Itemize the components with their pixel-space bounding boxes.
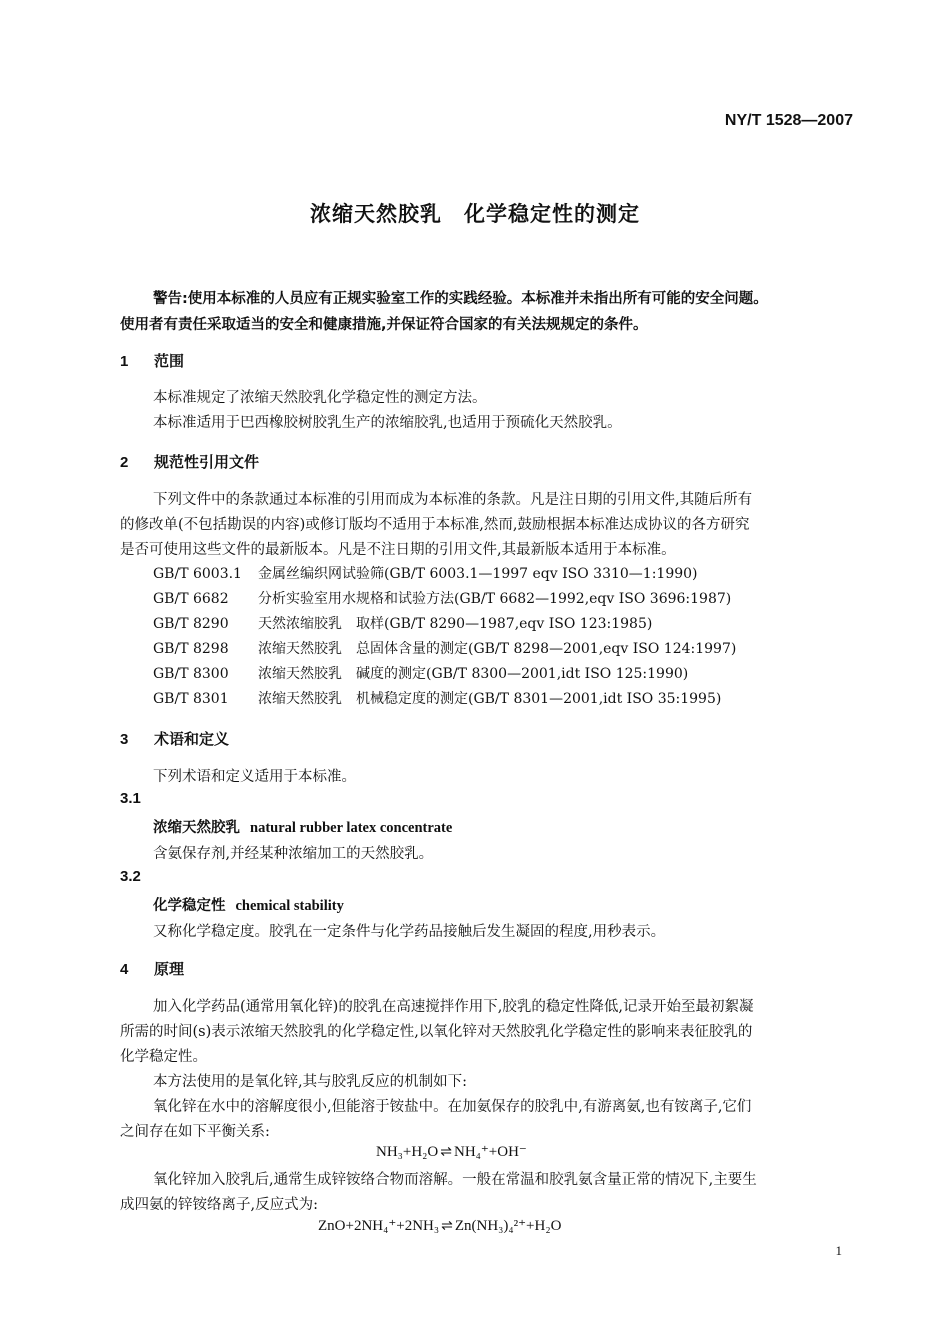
reference-code: GB/T 8298 (153, 641, 229, 657)
document-title (0, 198, 950, 228)
term-entry (153, 894, 344, 915)
section-number: 1 (120, 353, 129, 370)
paragraph-line: 本标准适用于巴西橡胶树胶乳生产的浓缩胶乳,也适用于预硫化天然胶乳。 (153, 415, 622, 431)
section-title: 原理 (154, 960, 185, 978)
paragraph-line: 是否可使用这些文件的最新版本。凡是不注日期的引用文件,其最新版本适用于本标准。 (120, 542, 676, 558)
reference-code: GB/T 6003.1 (153, 566, 242, 582)
section-number: 3 (120, 731, 129, 748)
reference-code: GB/T 8301 (153, 691, 229, 707)
paragraph-line: 氧化锌加入胶乳后,通常生成锌铵络合物而溶解。一般在常温和胶乳氨含量正常的情况下,主要生 (153, 1172, 757, 1188)
paragraph-line: 所需的时间(s)表示浓缩天然胶乳的化学稳定性,以氧化锌对天然胶乳化学稳定性的影响来表征胶乳的 (120, 1024, 753, 1040)
reference-item (153, 588, 731, 608)
paragraph-line: 本方法使用的是氧化锌,其与胶乳反应的机制如下: (153, 1074, 467, 1090)
section-title: 术语和定义 (154, 730, 230, 748)
standard-number: NY/T 1528—2007 (724, 112, 853, 129)
equation-left: ZnO+2NH₄⁺+2NH₃ (318, 1218, 440, 1234)
paragraph-line: 本标准规定了浓缩天然胶乳化学稳定性的测定方法。 (153, 390, 487, 406)
term-definition: 又称化学稳定度。胶乳在一定条件与化学药品接触后发生凝固的程度,用秒表示。 (153, 924, 666, 940)
reference-item (153, 663, 688, 683)
term-entry (153, 816, 452, 837)
paragraph-line: 氧化锌在水中的溶解度很小,但能溶于铵盐中。在加氨保存的胶乳中,有游离氨,也有铵离子,它们 (153, 1099, 752, 1115)
reaction-equation (318, 1216, 561, 1235)
paragraph-line: 的修改单(不包括勘误的内容)或修订版均不适用于本标准,然而,鼓励根据本标准达成协议的各方研究 (120, 517, 750, 533)
reference-title: 天然浓缩胶乳 取样(GB/T 8290—1987,eqv ISO 123:1985) (258, 616, 653, 632)
equation-left: NH₃+H₂O (376, 1144, 439, 1160)
equilibrium-equation (376, 1142, 527, 1161)
warning-line-2: 使用者有责任采取适当的安全和健康措施,并保证符合国家的有关法规规定的条件。 (120, 317, 648, 333)
title-part-2: 化学稳定性的测定 (464, 202, 640, 226)
reference-item (153, 638, 736, 658)
term-definition: 含氨保存剂,并经某种浓缩加工的天然胶乳。 (153, 846, 434, 862)
paragraph-line: 加入化学药品(通常用氧化锌)的胶乳在高速搅拌作用下,胶乳的稳定性降低,记录开始至最初絮凝 (153, 999, 754, 1015)
term-chinese: 浓缩天然胶乳 (153, 820, 240, 836)
paragraph-line: 下列术语和定义适用于本标准。 (153, 769, 356, 785)
reference-item (153, 563, 698, 583)
section-number: 4 (120, 961, 129, 978)
section-title: 规范性引用文件 (154, 453, 260, 471)
section-4-heading (120, 958, 184, 979)
term-english: chemical stability (235, 898, 344, 914)
reference-code: GB/T 6682 (153, 591, 229, 607)
reference-title: 金属丝编织网试验筛(GB/T 6003.1—1997 eqv ISO 3310—1:1990) (258, 566, 698, 582)
reference-code: GB/T 8290 (153, 616, 229, 632)
equilibrium-arrow-icon: ⇌ (441, 1219, 453, 1234)
term-english: natural rubber latex concentrate (250, 820, 453, 836)
term-number: 3.1 (120, 790, 141, 807)
reference-item (153, 688, 721, 708)
section-number: 2 (120, 454, 129, 471)
title-part-1: 浓缩天然胶乳 (310, 202, 442, 226)
equation-right: NH₄⁺+OH⁻ (453, 1144, 527, 1160)
section-title: 范围 (154, 352, 185, 370)
reference-code: GB/T 8300 (153, 666, 229, 682)
equilibrium-arrow-icon: ⇌ (440, 1145, 452, 1160)
paragraph-line: 下列文件中的条款通过本标准的引用而成为本标准的条款。凡是注日期的引用文件,其随后所有 (153, 492, 753, 508)
reference-title: 浓缩天然胶乳 碱度的测定(GB/T 8300—2001,idt ISO 125:1990) (258, 666, 689, 682)
section-3-heading (120, 728, 229, 749)
reference-title: 浓缩天然胶乳 总固体含量的测定(GB/T 8298—2001,eqv ISO 124:1997) (258, 641, 737, 657)
reference-title: 浓缩天然胶乳 机械稳定度的测定(GB/T 8301—2001,idt ISO 35:1995) (258, 691, 722, 707)
term-chinese: 化学稳定性 (153, 898, 226, 914)
warning-line-1: 警告:使用本标准的人员应有正规实验室工作的实践经验。本标准并未指出所有可能的安全问题。 (153, 291, 768, 307)
section-1-heading (120, 350, 184, 371)
paragraph-line: 之间存在如下平衡关系: (120, 1124, 270, 1140)
paragraph-line: 化学稳定性。 (120, 1049, 207, 1065)
equation-right: Zn(NH₃)₄²⁺+H₂O (454, 1218, 562, 1234)
section-2-heading (120, 451, 259, 472)
reference-item (153, 613, 652, 633)
term-number: 3.2 (120, 868, 141, 885)
paragraph-line: 成四氨的锌铵络离子,反应式为: (120, 1197, 318, 1213)
page-number: 1 (835, 1243, 842, 1258)
reference-title: 分析实验室用水规格和试验方法(GB/T 6682—1992,eqv ISO 3696:1987) (258, 591, 732, 607)
